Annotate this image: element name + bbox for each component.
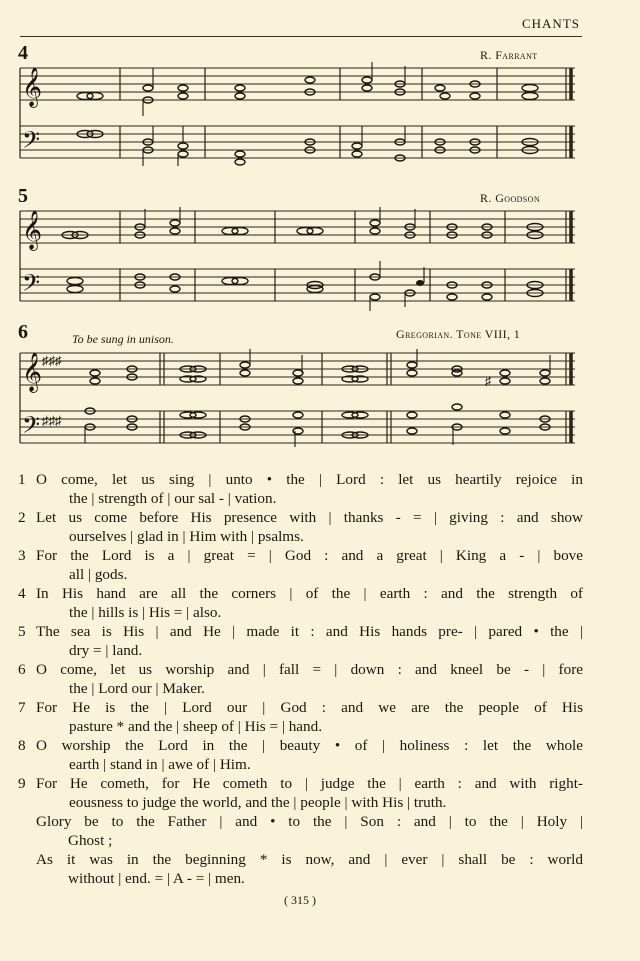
stems	[85, 349, 550, 447]
verse-number: 6	[18, 661, 26, 678]
gloria-line: Ghost ;	[68, 832, 113, 849]
verse-line: For He is the | Lord our | God : and we are the people of His	[36, 699, 583, 716]
treble-clef-icon: 𝄞	[22, 354, 43, 391]
bass-staff	[20, 126, 575, 158]
verse-line: O come, let us sing | unto • the | Lord : let us heartily rejoice in	[36, 471, 583, 488]
chant-score	[0, 345, 600, 453]
verse-line: earth | stand in | awe of | Him.	[69, 756, 251, 773]
verse-line: dry = | land.	[69, 642, 143, 659]
treble-staff	[20, 353, 575, 385]
verse-line: In His hand are all the corners | of the | earth : and the strength of	[36, 585, 583, 602]
verse	[18, 584, 583, 622]
verse-line: the | strength of | our sal - | vation.	[69, 490, 277, 507]
bass-clef-icon: 𝄢	[22, 413, 41, 444]
chant-instruction: To be sung in unison.	[72, 332, 174, 346]
barlines	[20, 353, 571, 443]
verse	[18, 736, 583, 774]
verse-line: For the Lord is a | great = | God : and a great | King a - | bove	[36, 547, 583, 564]
header-section-title: CHANTS	[521, 16, 580, 31]
bass-clef-icon: 𝄢	[22, 271, 41, 302]
verse-number: 3	[18, 547, 26, 564]
notes	[77, 77, 538, 165]
sharp-key-signature-icon: ♯♯♯	[42, 353, 62, 368]
stems	[145, 207, 424, 311]
chant-score	[0, 203, 600, 311]
verse	[18, 622, 583, 660]
verse-number: 7	[18, 699, 26, 716]
verse-line: the | Lord our | Maker.	[69, 680, 205, 697]
verse-line: Let us come before His presence with | thanks - = | giving : and show	[36, 509, 583, 526]
verse-line: O come, let us worship and | fall = | down : and kneel be - | fore	[36, 661, 583, 678]
gloria-verse	[18, 812, 583, 850]
verse-line: The sea is His | and He | made it : and His hands pre- | pared • the |	[36, 623, 583, 640]
page-number: ( 315 )	[284, 893, 316, 907]
verse-number: 2	[18, 509, 26, 526]
gloria-line: without | end. = | A - = | men.	[68, 870, 245, 887]
barlines	[20, 68, 571, 158]
verse-line: For He cometh, for He cometh to | judge the | earth : and with right-	[36, 775, 583, 792]
verse-line: eousness to judge the world, and the | people | with His | truth.	[69, 794, 447, 811]
chant-number: 4	[18, 42, 28, 64]
gloria-line: As it was in the beginning * is now, and | ever | shall be : world	[36, 851, 583, 868]
chant-verses	[18, 470, 583, 888]
verse-number: 8	[18, 737, 26, 754]
verse-number: 5	[18, 623, 26, 640]
verse-number: 4	[18, 585, 26, 602]
verse-number: 9	[18, 775, 26, 792]
chant-composer: Gregorian. Tone VIII, 1	[396, 327, 521, 341]
verse-line: all | gods.	[69, 566, 128, 583]
treble-clef-icon: 𝄞	[22, 212, 43, 249]
header-rule	[20, 36, 582, 37]
chant-composer: R. Farrant	[480, 48, 538, 62]
verse-line: the | hills is | His = | also.	[69, 604, 222, 621]
verse	[18, 508, 583, 546]
verse-line: O worship the Lord in the | beauty • of | holiness : let the whole	[36, 737, 583, 754]
verse	[18, 470, 583, 508]
filled-note	[416, 280, 424, 286]
verse	[18, 698, 583, 736]
sharp-accidental-icon: ♯	[485, 374, 491, 388]
chant-number: 5	[18, 185, 28, 207]
verse	[18, 546, 583, 584]
gloria-line: Glory be to the Father | and • to the | Son : and | to the | Holy |	[36, 813, 583, 830]
bass-clef-icon: 𝄢	[22, 128, 41, 159]
chant-number: 6	[18, 321, 28, 343]
chant-composer: R. Goodson	[480, 191, 541, 205]
treble-clef-icon: 𝄞	[22, 69, 43, 106]
notes	[62, 220, 543, 300]
verse	[18, 774, 583, 812]
verse-number: 1	[18, 471, 26, 488]
gloria-verse	[18, 850, 583, 888]
verse-line: pasture * and the | sheep of | His = | hand.	[69, 718, 323, 735]
bass-staff	[20, 411, 575, 443]
chant-score	[0, 60, 600, 168]
verse-line: ourselves | glad in | Him with | psalms.	[69, 528, 304, 545]
sharp-key-signature-icon: ♯♯♯	[42, 413, 62, 428]
verse	[18, 660, 583, 698]
